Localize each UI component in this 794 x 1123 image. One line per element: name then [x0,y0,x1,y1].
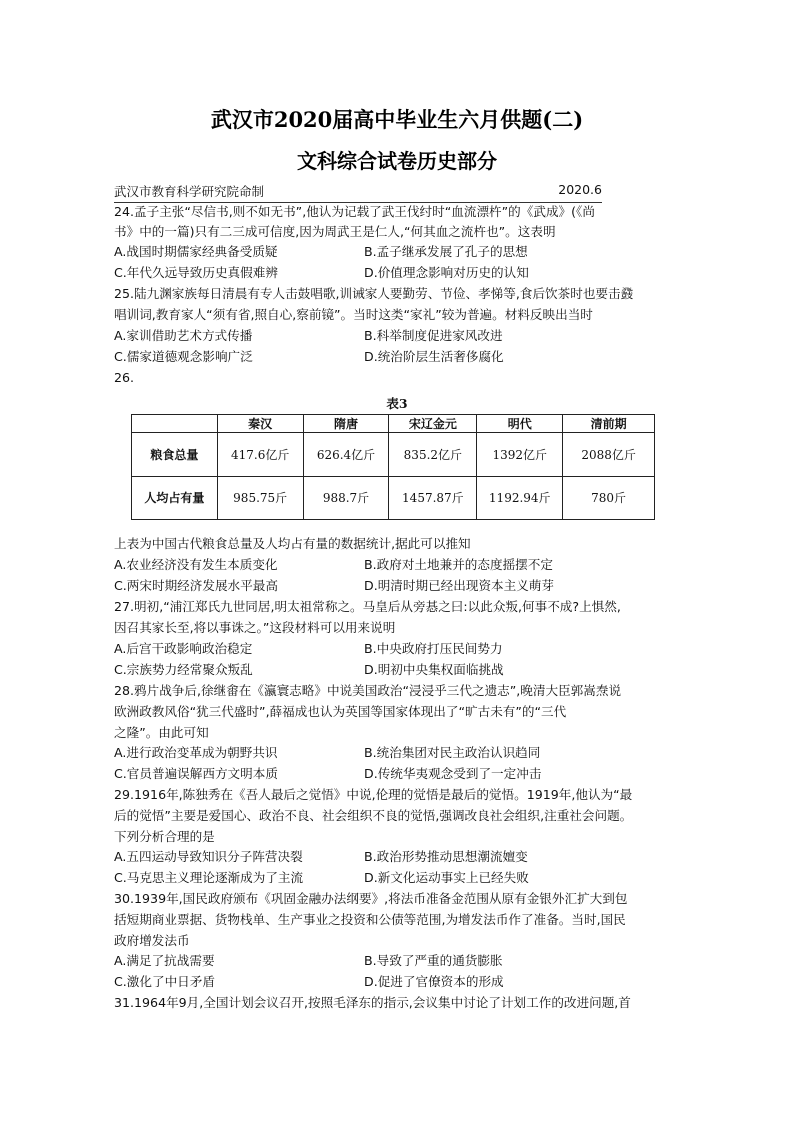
q26-option-d: D.明清时期已经出现资本主义萌芽 [364,578,555,593]
q28-option-a: A.进行政治变革成为朝野共识 [114,745,278,760]
q26-stem-line-1: 上表为中国古代粮食总量及人均占有量的数据统计,据此可以推知 [114,536,471,551]
q30-option-a: A.满足了抗战需要 [114,953,215,968]
q24-option-a: A.战国时期儒家经典备受质疑 [114,244,278,259]
table-header-cell: 明代 [477,415,563,433]
table-cell: 626.4亿斤 [303,433,389,477]
table-row-header: 人均占有量 [132,476,218,520]
q25-option-d: D.统治阶层生活奢侈腐化 [364,349,504,364]
q28-option-b: B.统治集团对民主政治认识趋同 [364,745,541,760]
q24-option-c: C.年代久远导致历史真假难辨 [114,265,278,280]
table-corner-cell [132,415,218,433]
q30-stem-line-1: 30.1939年,国民政府颁布《巩固金融办法纲要》,将法币准备金范围从原有金银外汇扩大到包 [114,891,628,906]
q25-option-a: A.家训借助艺术方式传播 [114,328,253,343]
q26-number: 26. [114,370,135,385]
q28-option-c: C.官员普遍误解西方文明本质 [114,766,278,781]
q29-stem-line-2: 后的觉悟”主要是爱国心、政治不良、社会组织不良的觉悟,强调改良社会组织,注重社会问题。 [114,808,633,823]
page-subtitle: 文科综合试卷历史部分 [297,149,497,173]
q30-option-d: D.促进了官僚资本的形成 [364,974,504,989]
q24-option-d: D.价值理念影响对历史的认知 [364,265,529,280]
q28-stem-line-2: 欧洲政教风俗“犹三代盛时”,薛福成也认为英国等国家体现出了“旷古未有”的“三代 [114,704,567,719]
q24-option-b: B.孟子继承发展了孔子的思想 [364,244,528,259]
q28-stem-line-3: 之隆”。由此可知 [114,725,209,740]
table-header-row [132,415,655,433]
q27-stem-line-2: 因召其家长至,将以事诛之。”这段材料可以用来说明 [114,620,396,635]
q24-stem-line-1: 24.孟子主张“尽信书,则不如无书”,他认为记载了武王伐纣时“血流漂杵”的《武成》(《尚 [114,204,595,219]
table-cell: 1192.94斤 [477,476,563,520]
table-header-cell: 隋唐 [303,415,389,433]
table-cell: 2088亿斤 [563,433,655,477]
q24-stem-line-2: 书》中的一篇)只有二三成可信度,因为周武王是仁人,“何其血之流杵也”。这表明 [114,224,556,239]
q29-option-b: B.政治形势推动思想潮流嬗变 [364,849,528,864]
table-row [132,433,655,477]
table-caption: 表3 [386,396,408,411]
q27-option-b: B.中央政府打压民间势力 [364,641,503,656]
table-row-header: 粮食总量 [132,433,218,477]
table-header-cell: 清前期 [563,415,655,433]
table-row [132,476,655,520]
table-header-cell: 秦汉 [217,415,303,433]
table-cell: 780斤 [563,476,655,520]
q27-option-a: A.后宫干政影响政治稳定 [114,641,253,656]
q25-stem-line-1: 25.陆九渊家族每日清晨有专人击鼓唱歌,训诫家人要勤劳、节俭、孝悌等,食后饮茶时也要击鼗 [114,286,634,301]
q30-stem-line-2: 括短期商业票据、货物栈单、生产事业之投资和公债等范围,为增发法币作了准备。当时,国民 [114,912,626,927]
q27-stem-line-1: 27.明初,“浦江郑氏九世同居,明太祖常称之。马皇后从旁惎之曰:以此众叛,何事不成?上惧然, [114,599,621,614]
page-title: 武汉市2020届高中毕业生六月供题(二) [210,107,584,132]
q29-stem-line-1: 29.1916年,陈独秀在《吾人最后之觉悟》中说,伦理的觉悟是最后的觉悟。1919年,他认为“最 [114,787,633,802]
q30-option-b: B.导致了严重的通货膨胀 [364,953,503,968]
q26-option-b: B.政府对土地兼并的态度摇摆不定 [364,557,553,572]
table-cell: 417.6亿斤 [217,433,303,477]
q31-stem-line-1: 31.1964年9月,全国计划会议召开,按照毛泽东的指示,会议集中讨论了计划工作的改进问题,首 [114,995,631,1010]
date-label: 2020.6 [558,182,602,197]
q26-option-c: C.两宋时期经济发展水平最高 [114,578,278,593]
table-cell: 1457.87斤 [389,476,477,520]
table-cell: 988.7斤 [303,476,389,520]
table-header-cell: 宋辽金元 [389,415,477,433]
header-rule [114,182,602,203]
q29-stem-line-3: 下列分析合理的是 [114,829,215,844]
q29-option-a: A.五四运动导致知识分子阵营决裂 [114,849,303,864]
q29-option-d: D.新文化运动事实上已经失败 [364,870,529,885]
grain-data-table [131,414,655,520]
table-cell: 1392亿斤 [477,433,563,477]
q30-stem-line-3: 政府增发法币 [114,933,190,948]
q27-option-d: D.明初中央集权面临挑战 [364,662,504,677]
q25-option-b: B.科举制度促进家风改进 [364,328,503,343]
q25-option-c: C.儒家道德观念影响广泛 [114,349,253,364]
table-cell: 835.2亿斤 [389,433,477,477]
organization-label: 武汉市教育科学研究院命制 [114,184,265,199]
q29-option-c: C.马克思主义理论逐渐成为了主流 [114,870,304,885]
q28-option-d: D.传统华夷观念受到了一定冲击 [364,766,542,781]
table-cell: 985.75斤 [217,476,303,520]
q25-stem-line-2: 唱训词,教育家人“须有省,照自心,察前镜”。当时这类“家礼”较为普遍。材料反映出当时 [114,307,593,322]
q28-stem-line-1: 28.鸦片战争后,徐继畬在《瀛寰志略》中说美国政治“浸浸乎三代之遗志”,晚清大臣郭嵩焘说 [114,683,622,698]
q26-option-a: A.农业经济没有发生本质变化 [114,557,278,572]
q30-option-c: C.激化了中日矛盾 [114,974,215,989]
q27-option-c: C.宗族势力经常聚众叛乱 [114,662,253,677]
